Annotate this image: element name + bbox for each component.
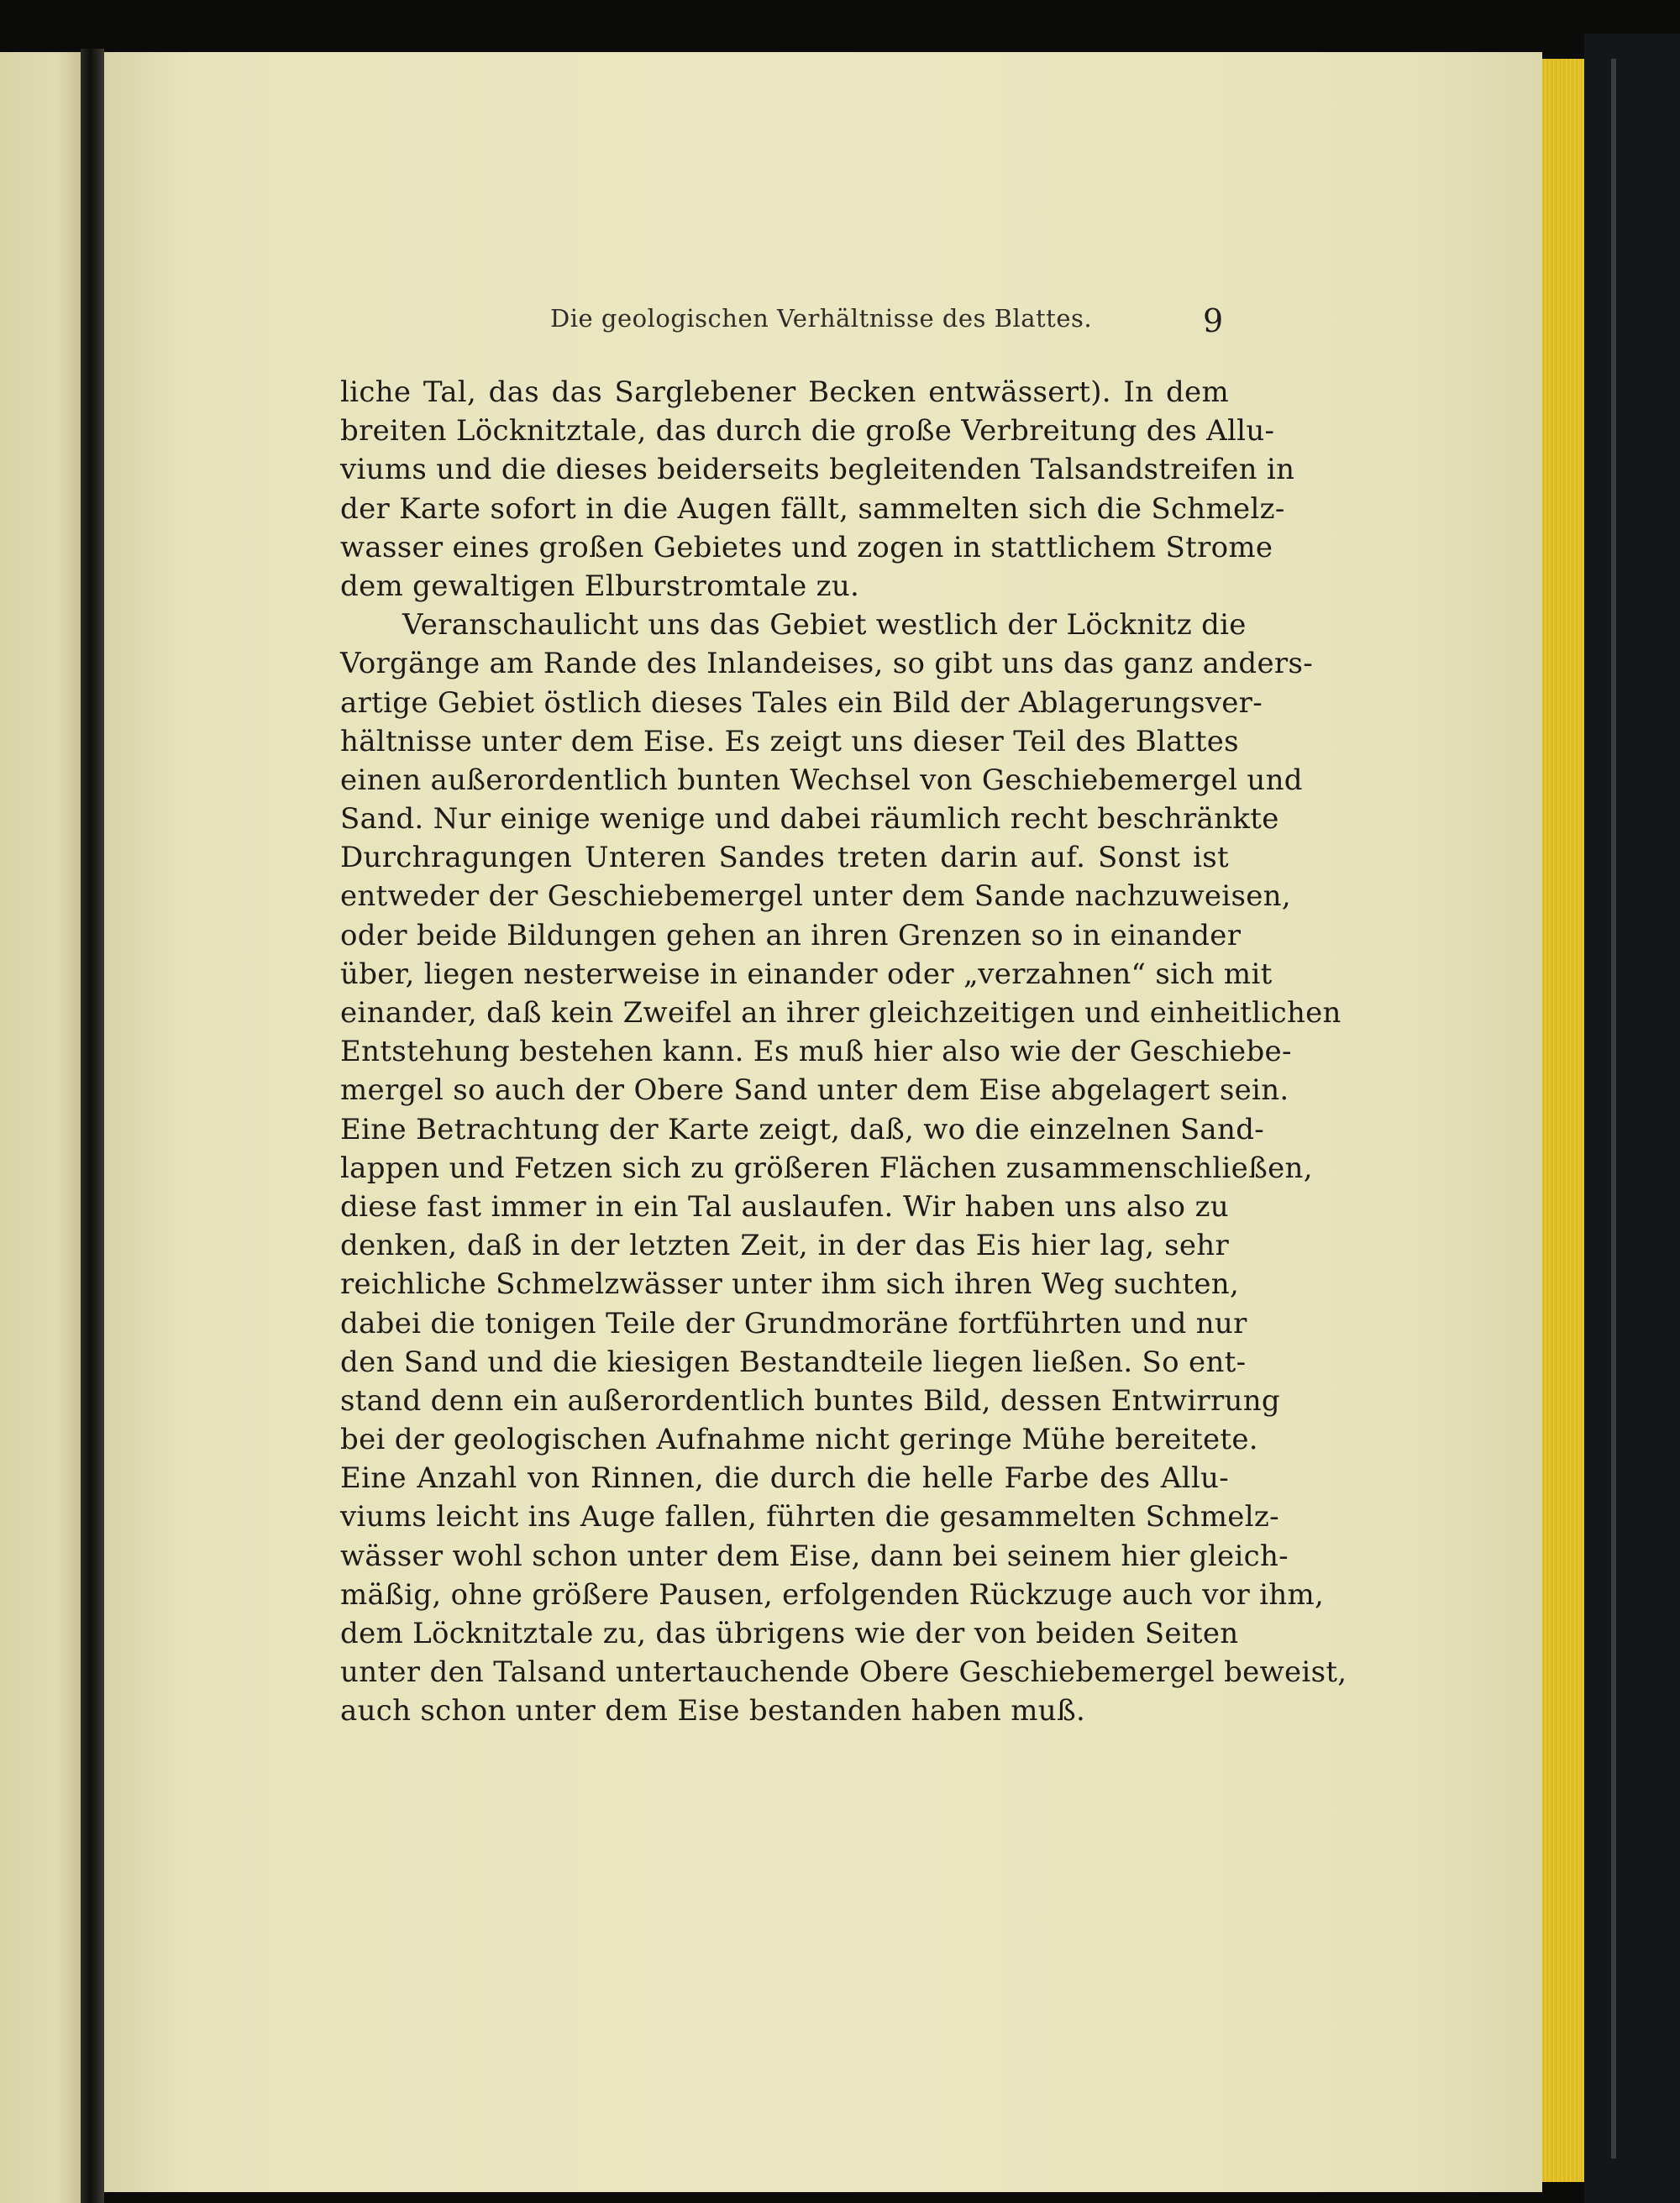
text-line: entweder der Geschiebemergel unter dem Sande nachzuweisen,: [340, 879, 1291, 914]
text-line: dem Löcknitztale zu, das übrigens wie der von beiden Seiten: [340, 1617, 1239, 1650]
text-line: einen außerordentlich bunten Wechsel von Geschiebemergel und: [340, 763, 1303, 797]
text-line: denken, daß in der letzten Zeit, in der das Eis hier lag, sehr: [340, 1229, 1229, 1263]
text-line: Eine Betrachtung der Karte zeigt, daß, wo die einzelnen Sand-: [340, 1112, 1265, 1146]
paragraph: [340, 606, 1347, 1730]
text-line: Vorgänge am Rande des Inlandeises, so gibt uns das ganz anders-: [340, 647, 1313, 681]
text-line: unter den Talsand untertauchende Obere Geschiebemergel beweist,: [340, 1655, 1347, 1690]
text-line: oder beide Bildungen gehen an ihren Grenzen so in einander: [340, 918, 1242, 952]
text-line: mergel so auch der Obere Sand unter dem Eise abgelagert sein.: [340, 1073, 1289, 1108]
text-line: Durchragungen Unteren Sandes treten darin auf. Sonst ist: [340, 841, 1229, 875]
left-page-edge: [0, 52, 81, 2203]
text-line: Entstehung bestehen kann. Es muß hier also wie der Geschiebe-: [340, 1035, 1292, 1069]
text-line: viums leicht ins Auge fallen, führten die gesammelten Schmelz-: [340, 1500, 1279, 1534]
book-cover: [1584, 34, 1680, 2203]
page-edges: [1542, 59, 1584, 2182]
body-text: [340, 373, 1347, 1731]
text-line: viums und die dieses beiderseits begleitenden Talsandstreifen in: [340, 453, 1295, 487]
text-line: wasser eines großen Gebietes und zogen in stattlichem Strome: [340, 530, 1273, 564]
page-number: 9: [1203, 302, 1224, 339]
text-line: dem gewaltigen Elburstromtale zu.: [340, 569, 860, 603]
text-line: einander, daß kein Zweifel an ihrer gleichzeitigen und einheitlichen: [340, 996, 1341, 1030]
text-line: artige Gebiet östlich dieses Tales ein Bild der Ablagerungsver-: [340, 685, 1263, 720]
text-line: den Sand und die kiesigen Bestandteile liegen ließen. So ent-: [340, 1345, 1247, 1379]
text-line: breiten Löcknitztale, das durch die große Verbreitung des Allu-: [340, 414, 1275, 448]
text-line: Veranschaulicht uns das Gebiet westlich der Löcknitz die: [402, 608, 1247, 643]
cover-edge: [1611, 59, 1616, 2158]
paragraph: [340, 373, 1295, 606]
text-line: über, liegen nesterweise in einander oder „verzahnen“ sich mit: [340, 957, 1273, 991]
text-line: mäßig, ohne größere Pausen, erfolgenden Rückzuge auch vor ihm,: [340, 1577, 1325, 1612]
text-line: liche Tal, das das Sarglebener Becken entwässert). In dem: [340, 375, 1229, 409]
text-line: auch schon unter dem Eise bestanden haben muß.: [340, 1694, 1086, 1728]
text-line: hältnisse unter dem Eise. Es zeigt uns dieser Teil des Blattes: [340, 724, 1239, 758]
running-head: Die geologischen Verhältnisse des Blattes.: [550, 304, 1093, 333]
text-line: der Karte sofort in die Augen fällt, sammelten sich die Schmelz-: [340, 491, 1285, 526]
text-line: reichliche Schmelzwässer unter ihm sich ihren Weg suchten,: [340, 1267, 1240, 1302]
text-line: wässer wohl schon unter dem Eise, dann bei seinem hier gleich-: [340, 1539, 1289, 1573]
text-line: bei der geologischen Aufnahme nicht geringe Mühe bereitete.: [340, 1423, 1258, 1457]
book-gutter: [81, 49, 104, 2203]
text-line: stand denn ein außerordentlich buntes Bild, dessen Entwirrung: [340, 1383, 1280, 1418]
text-line: diese fast immer in ein Tal auslaufen. Wir haben uns also zu: [340, 1189, 1229, 1224]
text-line: Sand. Nur einige wenige und dabei räumlich recht beschränkte: [340, 802, 1279, 837]
text-line: lappen und Fetzen sich zu größeren Flächen zusammenschließen,: [340, 1151, 1313, 1185]
text-line: Eine Anzahl von Rinnen, die durch die helle Farbe des Allu-: [340, 1461, 1229, 1496]
text-line: dabei die tonigen Teile der Grundmoräne fortführten und nur: [340, 1306, 1247, 1340]
